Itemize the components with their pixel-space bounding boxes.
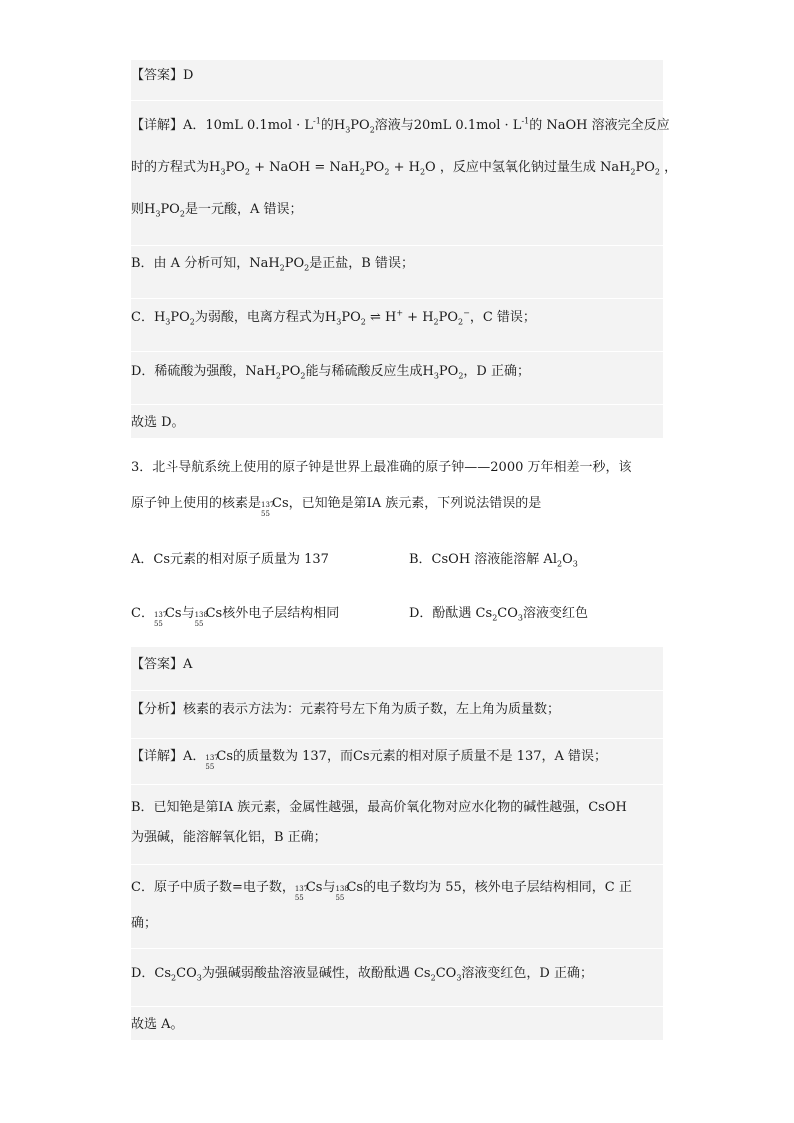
- q3-detail-c-line-2: 确；: [131, 916, 158, 931]
- q2-detail-line-3: 则$H_3PO_2$是一元酸，A 错误；: [131, 202, 303, 219]
- isotope-notation: 137 55: [153, 610, 168, 628]
- q3-detail-a: 【详解】A． 137 55 Cs的质量数为 137，而Cs元素的相对原子质量不是 137，A 错误；: [131, 749, 608, 771]
- q3-detail-d: D．$Cs_2CO_3$为强碱弱酸盐溶液显碱性，故酚酞遇 $Cs_2CO_3$溶液变红色，D 正确；: [131, 966, 593, 983]
- divider: [131, 298, 663, 299]
- q2-option-c-explanation: C．$H_3PO_2$为弱酸，电离方程式为$H_3PO_2$ ⇌ $H^+ + H_2PO_2^-$，C 错误；: [131, 308, 536, 327]
- isotope-notation: 137 55: [294, 884, 309, 902]
- q3-option-c[interactable]: C． 137 55 Cs与 138 55 Cs核外电子层结构相同: [131, 606, 340, 628]
- divider: [131, 690, 663, 691]
- divider: [131, 245, 663, 246]
- q3-options-row-1: [131, 550, 663, 570]
- q2-option-d-explanation: D．稀硫酸为强酸，$NaH_2PO_2$能与稀硫酸反应生成$H_3PO_2$，D 正确；: [131, 364, 530, 381]
- q2-detail-line-2: 时的方程式为$H_3PO_2$ + NaOH = $NaH_2PO_2 + H_2O$ ，反应中氢氧化钠过量生成 $NaH_2PO_2$ ，: [131, 160, 678, 177]
- q3-detail-b-line-2: 为强碱，能溶解氧化铝，B 正确；: [131, 830, 327, 845]
- q2-conclusion: 故选 D。: [131, 415, 185, 430]
- isotope-notation: 137 55: [205, 753, 219, 771]
- divider: [131, 1006, 663, 1007]
- q3-analysis: 【分析】核素的表示方法为：元素符号左下角为质子数，左上角为质量数；: [131, 702, 561, 717]
- divider: [131, 100, 663, 101]
- divider: [131, 351, 663, 352]
- q3-stem-line-1: 3．北斗导航系统上使用的原子钟是世界上最准确的原子钟——2000 万年相差一秒，该: [131, 460, 632, 475]
- q2-detail-line-1: 【详解】A．10mL $0.1mol \cdot L^{-1}$的$H_3PO_2$溶液与20mL $0.1mol \cdot L^{-1}$的 NaOH 溶液完全反应: [131, 116, 670, 135]
- divider: [131, 784, 663, 785]
- q3-conclusion: 故选 A。: [131, 1017, 184, 1032]
- q3-options-row-2: [131, 604, 663, 628]
- q2-option-b-explanation: B．由 A 分析可知，$NaH_2PO_2$是正盐，B 错误；: [131, 256, 414, 273]
- q3-option-a[interactable]: A．Cs元素的相对原子质量为 137: [131, 552, 329, 567]
- isotope-notation: 138 55: [194, 610, 208, 628]
- isotope-notation: 137 55: [261, 500, 275, 518]
- divider: [131, 404, 663, 405]
- divider: [131, 864, 663, 865]
- q3-option-d[interactable]: D．酚酞遇 $Cs_2CO_3$溶液变红色: [409, 606, 588, 623]
- q3-detail-b-line-1: B．已知铯是第ⅠA 族元素，金属性越强，最高价氧化物对应水化物的碱性越强，CsOH: [131, 800, 627, 815]
- divider: [131, 948, 663, 949]
- q3-stem-line-2: 原子钟上使用的核素是 137 55 Cs，已知铯是第ⅠA 族元素，下列说法错误的是: [131, 496, 542, 518]
- divider: [131, 738, 663, 739]
- q3-answer-label: 【答案】A: [131, 657, 193, 672]
- q3-option-b[interactable]: B．CsOH 溶液能溶解 $Al_2O_3$: [409, 552, 578, 569]
- q3-detail-c-line-1: C．原子中质子数=电子数， 137 55 Cs与 138 55 Cs的电子数均为 55，核外电子层结构相同，C 正: [131, 880, 632, 902]
- q2-answer-label: 【答案】D: [131, 68, 194, 83]
- isotope-notation: 138 55: [335, 884, 349, 902]
